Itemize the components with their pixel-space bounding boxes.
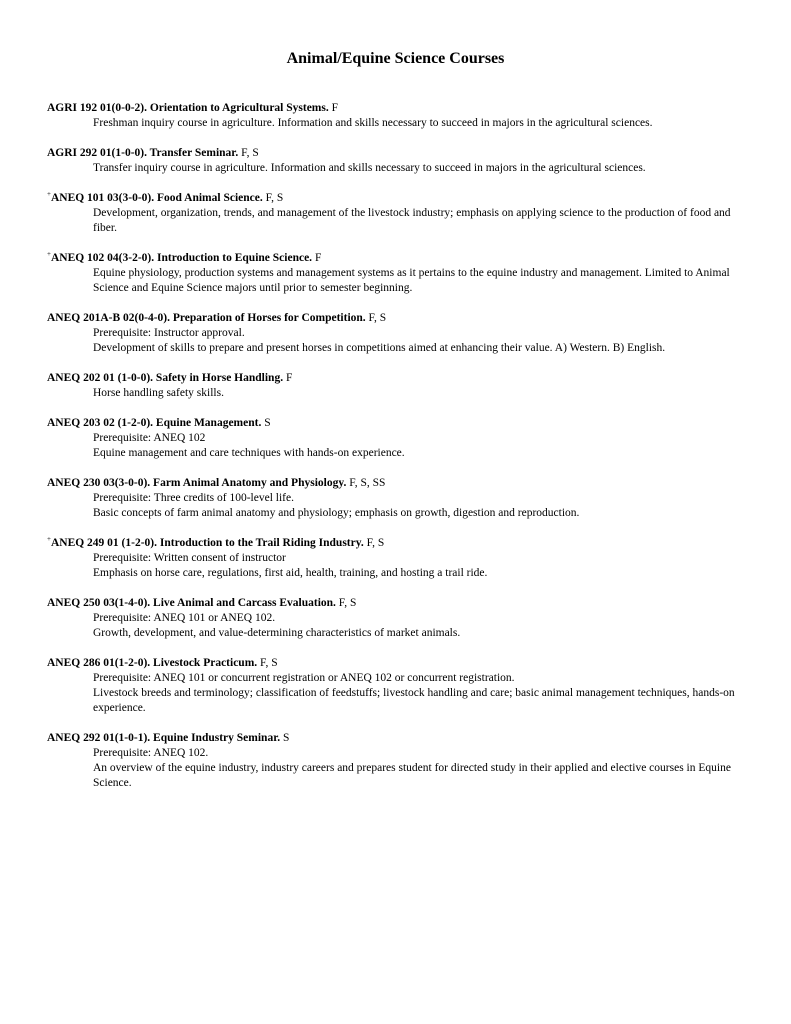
course-entry [47, 656, 757, 716]
course-entry [47, 251, 757, 296]
course-entry [47, 371, 757, 401]
course-header [47, 311, 757, 326]
course-header [47, 476, 757, 491]
course-code-title: ANEQ 101 03(3-0-0). Food Animal Science. [50, 192, 263, 204]
course-description: Equine physiology, production systems and management systems as it pertains to the equine industry and management. Limited to Animal Science and Equine Science majors until prior to semester beginning. [93, 267, 730, 294]
page-title: Animal/Equine Science Courses [286, 50, 505, 67]
course-header [47, 536, 757, 551]
course-prerequisite: Prerequisite: Instructor approval. [93, 327, 245, 339]
course-terms: F [331, 102, 339, 114]
course-entry [47, 416, 757, 461]
course-code-title: ANEQ 203 02 (1-2-0). Equine Management. [47, 417, 262, 429]
course-header [47, 371, 757, 386]
new-course-marker: + [47, 190, 51, 198]
course-code-title: AGRI 192 01(0-0-2). Orientation to Agricultural Systems. [47, 102, 329, 114]
course-header [47, 191, 757, 206]
course-terms: F, S [265, 192, 284, 204]
course-description: Equine management and care techniques with hands-on experience. [93, 447, 405, 459]
course-code-title: ANEQ 201A-B 02(0-4-0). Preparation of Horses for Competition. [47, 312, 366, 324]
course-terms: S [283, 732, 290, 744]
course-prerequisite: Prerequisite: ANEQ 101 or ANEQ 102. [93, 612, 276, 624]
course-header [47, 101, 757, 116]
course-code-title: ANEQ 202 01 (1-0-0). Safety in Horse Handling. [47, 372, 284, 384]
course-terms: F, S [338, 597, 357, 609]
course-entry [47, 731, 757, 791]
course-list [47, 101, 757, 806]
course-description: Emphasis on horse care, regulations, first aid, health, training, and hosting a trail ride. [93, 567, 488, 579]
new-course-marker: + [47, 250, 51, 258]
course-terms: F, S [366, 537, 385, 549]
course-terms: S [264, 417, 271, 429]
course-header [47, 596, 757, 611]
course-header [47, 416, 757, 431]
course-header [47, 656, 757, 671]
course-description: Transfer inquiry course in agriculture. Information and skills necessary to succeed in majors in the agricultural sciences. [93, 162, 646, 174]
course-entry [47, 476, 757, 521]
course-entry [47, 101, 757, 131]
course-code-title: ANEQ 249 01 (1-2-0). Introduction to the Trail Riding Industry. [50, 537, 364, 549]
course-prerequisite: Prerequisite: ANEQ 101 or concurrent registration or ANEQ 102 or concurrent registration. [93, 672, 515, 684]
course-code-title: ANEQ 102 04(3-2-0). Introduction to Equine Science. [50, 252, 313, 264]
course-header [47, 731, 757, 746]
course-header [47, 146, 757, 161]
course-description: Basic concepts of farm animal anatomy and physiology; emphasis on growth, digestion and reproduction. [93, 507, 580, 519]
new-course-marker: + [47, 535, 51, 543]
course-header [47, 251, 757, 266]
course-description: Growth, development, and value-determining characteristics of market animals. [93, 627, 461, 639]
course-terms: F, S [260, 657, 278, 669]
course-code-title: ANEQ 230 03(3-0-0). Farm Animal Anatomy and Physiology. [47, 477, 347, 489]
course-terms: F [285, 372, 293, 384]
course-prerequisite: Prerequisite: ANEQ 102 [93, 432, 206, 444]
course-description: Livestock breeds and terminology; classification of feedstuffs; livestock handling and care; basic animal management techniques, hands-on experience. [93, 687, 735, 714]
course-terms: F, S [368, 312, 387, 324]
course-description: Development, organization, trends, and management of the livestock industry; emphasis on applying science to the production of food and fiber. [93, 207, 731, 234]
course-terms: F, S [241, 147, 259, 159]
course-description: Freshman inquiry course in agriculture. Information and skills necessary to succeed in majors in the agricultural sciences. [93, 117, 653, 129]
course-description: Development of skills to prepare and present horses in competitions aimed at enhancing their value. A) Western. B) English. [93, 342, 666, 354]
course-code-title: ANEQ 250 03(1-4-0). Live Animal and Carcass Evaluation. [47, 597, 336, 609]
course-entry [47, 596, 757, 641]
course-terms: F, S, SS [349, 477, 386, 489]
course-terms: F [314, 252, 322, 264]
course-description: An overview of the equine industry, industry careers and prepares student for directed study in their applied and elective courses in Equine Science. [93, 762, 731, 789]
course-description: Horse handling safety skills. [93, 387, 224, 399]
course-prerequisite: Prerequisite: Three credits of 100-level life. [93, 492, 294, 504]
course-code-title: ANEQ 292 01(1-0-1). Equine Industry Seminar. [47, 732, 281, 744]
course-entry [47, 311, 757, 356]
course-code-title: AGRI 292 01(1-0-0). Transfer Seminar. [47, 147, 239, 159]
course-code-title: ANEQ 286 01(1-2-0). Livestock Practicum. [47, 657, 258, 669]
course-prerequisite: Prerequisite: ANEQ 102. [93, 747, 209, 759]
course-entry [47, 146, 757, 176]
course-entry [47, 536, 757, 581]
course-entry [47, 191, 757, 236]
course-prerequisite: Prerequisite: Written consent of instructor [93, 552, 286, 564]
